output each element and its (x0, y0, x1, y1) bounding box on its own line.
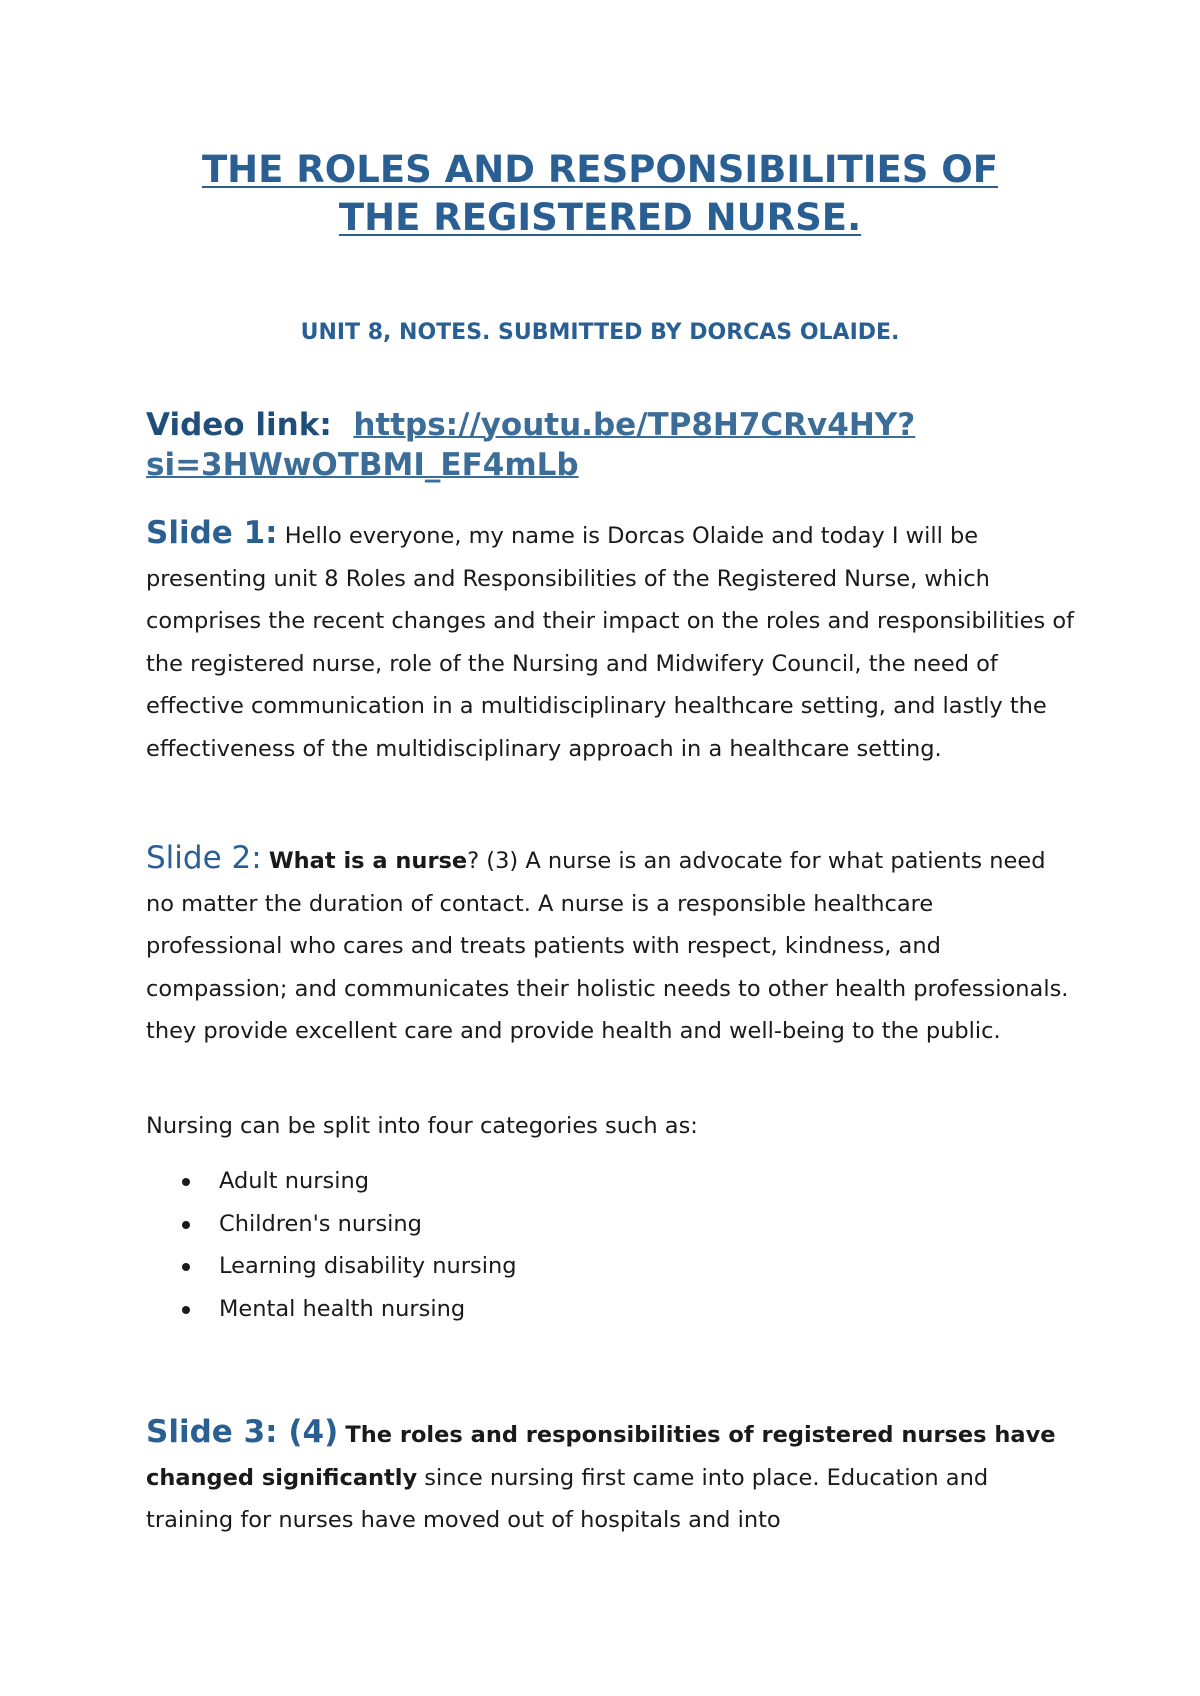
slide-2-label: Slide 2: (146, 840, 262, 876)
slide-3-bold-text: The roles and responsibilities of registered nurses have changed significantly (146, 1422, 1056, 1491)
list-item (146, 1160, 517, 1203)
bullet-icon (182, 1306, 190, 1314)
slide-1-text: Hello everyone, my name is Dorcas Olaide and today I will be presenting unit 8 Roles and Responsibilities of the Registered Nurse, which comprises the recent changes and their impact on the roles and responsibilities of the registered nurse, role of the Nursing and Midwifery Council, the need of effective communication in a multidisciplinary healthcare setting, and lastly the effectiveness of the multidisciplinary approach in a healthcare setting. (146, 523, 1075, 762)
slide-3-label: Slide 3: (4) (146, 1414, 339, 1450)
list-item-text: Learning disability nursing (219, 1253, 517, 1279)
categories-list (146, 1160, 517, 1330)
slide-2-text: ? (3) A nurse is an advocate for what patients need no matter the duration of contact. A nurse is a responsible healthcare professional who cares and treats patients with respect, kindness, and compassion; and communicates their holistic needs to other health professionals. they provide excellent care and provide health and well-being to the public. (146, 848, 1069, 1044)
categories-intro: Nursing can be split into four categories such as: (146, 1113, 698, 1139)
list-item (146, 1245, 517, 1288)
document-title (0, 146, 1200, 242)
slide-3-text: since nursing first came into place. Education and training for nurses have moved out of hospitals and into (146, 1464, 989, 1533)
bullet-icon (182, 1263, 190, 1271)
slide-2-paragraph (146, 837, 1076, 1053)
slide-1-label: Slide 1: (146, 515, 278, 551)
list-item-text: Adult nursing (219, 1168, 370, 1194)
title-line-2: THE REGISTERED NURSE. (338, 196, 862, 239)
bullet-icon (182, 1221, 190, 1229)
bullet-icon (182, 1178, 190, 1186)
slide-3-paragraph (146, 1411, 1076, 1542)
title-line-1: THE ROLES AND RESPONSIBILITIES OF (201, 148, 999, 191)
video-link-label: Video link: (146, 407, 332, 443)
list-item (146, 1203, 517, 1246)
list-item-text: Children's nursing (219, 1210, 422, 1237)
video-link-line (146, 405, 1066, 485)
slide-2-question: What is a nurse (268, 848, 468, 874)
video-url-part-2[interactable]: si=3HWwOTBMI_EF4mLb (146, 447, 579, 483)
list-item (146, 1288, 517, 1331)
document-subtitle: UNIT 8, NOTES. SUBMITTED BY DORCAS OLAIDE. (300, 320, 900, 345)
video-url-part-1[interactable]: https://youtu.be/TP8H7CRv4HY? (353, 407, 916, 443)
list-item-text: Mental health nursing (219, 1295, 466, 1322)
slide-1-paragraph (146, 512, 1076, 770)
